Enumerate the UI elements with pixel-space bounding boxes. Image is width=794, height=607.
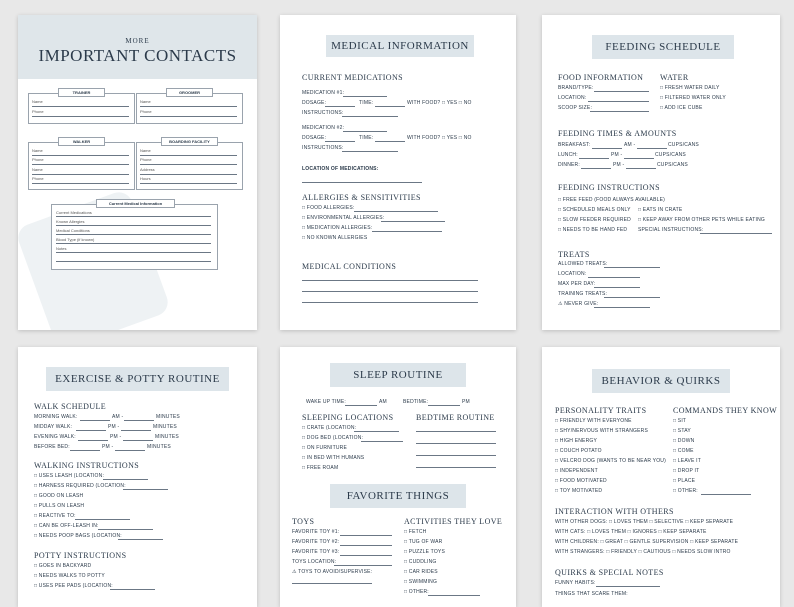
treats-heading: TREATS: [558, 250, 590, 259]
walker-name-2: Name: [32, 167, 43, 172]
walking-harness: □ HARNESS REQUIRED (LOCATION:: [34, 483, 126, 489]
time2-label: TIME:: [359, 135, 374, 141]
boarding-phone: Phone: [140, 157, 152, 162]
food-location: LOCATION:: [558, 95, 587, 101]
wake-label: WAKE UP TIME:: [306, 399, 347, 405]
morning-walk-label: MORNING WALK:: [34, 414, 78, 420]
walker-name-1: Name: [32, 148, 43, 153]
feeding-times-heading: FEEDING TIMES & AMOUNTS: [558, 129, 677, 138]
groomer-name-label: Name: [140, 99, 151, 104]
food-info-heading: FOOD INFORMATION: [558, 73, 644, 82]
instr-crate: □ EATS IN CRATE: [638, 207, 683, 213]
allergy-none: □ NO KNOWN ALLERGIES: [302, 235, 368, 241]
instr2-label: INSTRUCTIONS:: [302, 145, 344, 151]
allergy-environmental: □ ENVIRONMENTAL ALLERGIES:: [302, 215, 385, 221]
bed-label: BEDTIME:: [403, 399, 429, 405]
breakfast-amount: CUPS/CANS: [668, 142, 699, 148]
treats-allowed: ALLOWED TREATS:: [558, 261, 608, 267]
toy-2: FAVORITE TOY #2:: [292, 539, 340, 545]
sleep-locations-heading: SLEEPING LOCATIONS: [302, 413, 394, 422]
breakfast-unit: AM -: [624, 142, 636, 148]
instr-free-feed: □ FREE FEED (FOOD ALWAYS AVAILABLE): [558, 197, 665, 203]
trainer-name-label: Name: [32, 99, 43, 104]
toy-3: FAVORITE TOY #3:: [292, 549, 340, 555]
trait-high-energy: □ HIGH ENERGY: [555, 438, 598, 444]
water-fresh: □ FRESH WATER DAILY: [660, 85, 720, 91]
dosage2-label: DOSAGE:: [302, 135, 327, 141]
trait-independent: □ INDEPENDENT: [555, 468, 598, 474]
instr-slow-feeder: □ SLOW FEEDER REQUIRED: [558, 217, 631, 223]
boarding-tab: BOARDING FACILITY: [161, 137, 218, 146]
walking-reactive: □ REACTIVE TO:: [34, 513, 76, 519]
medical-field-meds: Current Medications: [56, 210, 92, 215]
walking-heading: WALKING INSTRUCTIONS: [34, 461, 140, 470]
bedtime-routine-heading: BEDTIME ROUTINE: [416, 413, 495, 422]
current-meds-heading: CURRENT MEDICATIONS: [302, 73, 404, 82]
trait-food-motivated: □ FOOD MOTIVATED: [555, 478, 607, 484]
personality-heading: PERSONALITY TRAITS: [555, 406, 647, 415]
allergy-food: □ FOOD ALLERGIES:: [302, 205, 355, 211]
medical-field-blood: Blood Type (if known): [56, 237, 95, 242]
walking-pulls: □ PULLS ON LEASH: [34, 503, 85, 509]
quirk-scare: THINGS THAT SCARE THEM:: [555, 591, 628, 597]
dinner-unit: PM -: [613, 162, 625, 168]
morning-walk-unit: MINUTES: [156, 414, 180, 420]
trainer-phone-label: Phone: [32, 109, 44, 114]
potty-walks: □ NEEDS WALKS TO POTTY: [34, 573, 105, 579]
medical-title: MEDICAL INFORMATION: [326, 35, 474, 57]
allergy-medication: □ MEDICATION ALLERGIES:: [302, 225, 373, 231]
food-brand: BRAND/TYPE:: [558, 85, 594, 91]
treats-training: TRAINING TREATS:: [558, 291, 608, 297]
trait-velcro: □ VELCRO DOG (WANTS TO BE NEAR YOU): [555, 458, 666, 464]
activity-tug: □ TUG OF WAR: [404, 539, 443, 545]
medical-info-tab: Current Medical Information: [96, 199, 175, 208]
sleep-title: SLEEP ROUTINE: [330, 363, 466, 387]
interaction-cats: WITH CATS: □ LOVES THEM □ IGNORES □ KEEP SEPARATE: [555, 529, 707, 535]
morning-walk-ampm: AM -: [112, 414, 124, 420]
medical-field-conditions: Medical Conditions: [56, 228, 90, 233]
time1-label: TIME:: [359, 100, 374, 106]
command-place: □ PLACE: [673, 478, 696, 484]
interaction-children: WITH CHILDREN: □ GREAT □ GENTLE SUPERVISION □ KEEP SEPARATE: [555, 539, 739, 545]
exercise-page: [18, 347, 257, 607]
lunch-unit: PM -: [611, 152, 623, 158]
toy-1: FAVORITE TOY #1:: [292, 529, 340, 535]
command-come: □ COME: [673, 448, 694, 454]
interaction-heading: INTERACTION WITH OTHERS: [555, 507, 674, 516]
activity-swimming: □ SWIMMING: [404, 579, 438, 585]
midday-walk-ampm: PM -: [108, 424, 120, 430]
contacts-page: [18, 15, 257, 330]
treats-never: ⚠ NEVER GIVE:: [558, 301, 599, 307]
before-bed-label: BEFORE BED:: [34, 444, 70, 450]
dosage1-label: DOSAGE:: [302, 100, 327, 106]
behavior-title: BEHAVIOR & QUIRKS: [592, 369, 730, 393]
walker-phone-1: Phone: [32, 157, 44, 162]
command-sit: □ SIT: [673, 418, 687, 424]
midday-walk-unit: MINUTES: [153, 424, 177, 430]
instr-keep-away: □ KEEP AWAY FROM OTHER PETS WHILE EATING: [638, 217, 765, 223]
medical-field-allergies: Known Allergies: [56, 219, 85, 224]
activity-other: □ OTHER:: [404, 589, 429, 595]
command-leave-it: □ LEAVE IT: [673, 458, 701, 464]
medical-page: [280, 15, 516, 330]
interaction-strangers: WITH STRANGERS: □ FRIENDLY □ CAUTIOUS □ NEEDS SLOW INTRO: [555, 549, 731, 555]
groomer-phone-label: Phone: [140, 109, 152, 114]
allergies-heading: ALLERGIES & SENSITIVITIES: [302, 193, 421, 202]
groomer-box: [136, 93, 243, 124]
food2-label: WITH FOOD? □ YES □ NO: [407, 135, 472, 141]
potty-pee-pads: □ USES PEE PADS (LOCATION:: [34, 583, 113, 589]
sleep-dog-bed: □ DOG BED (LOCATION:: [302, 435, 364, 441]
dinner-amount: CUPS/CANS: [657, 162, 688, 168]
instr-special: SPECIAL INSTRUCTIONS:: [638, 227, 704, 233]
trait-friendly: □ FRIENDLY WITH EVERYONE: [555, 418, 632, 424]
feeding-title: FEEDING SCHEDULE: [592, 35, 734, 59]
water-heading: WATER: [660, 73, 689, 82]
boarding-address: Address: [140, 167, 155, 172]
breakfast-label: BREAKFAST:: [558, 142, 591, 148]
before-bed-unit: MINUTES: [147, 444, 171, 450]
instr1-label: INSTRUCTIONS:: [302, 110, 344, 116]
midday-walk-label: MIDDAY WALK:: [34, 424, 73, 430]
walking-poop-bags: □ NEEDS POOP BAGS (LOCATION:: [34, 533, 122, 539]
walker-phone-2: Phone: [32, 176, 44, 181]
instr-hand-fed: □ NEEDS TO BE HAND FED: [558, 227, 628, 233]
activity-cuddling: □ CUDDLING: [404, 559, 437, 565]
potty-heading: POTTY INSTRUCTIONS: [34, 551, 127, 560]
trait-shy: □ SHY/NERVOUS WITH STRANGERS: [555, 428, 648, 434]
boarding-name: Name: [140, 148, 151, 153]
bed-unit: PM: [462, 399, 470, 405]
evening-walk-ampm: PM -: [110, 434, 122, 440]
interaction-dogs: WITH OTHER DOGS: □ LOVES THEM □ SELECTIVE □ KEEP SEPARATE: [555, 519, 734, 525]
food-scoop: SCOOP SIZE:: [558, 105, 593, 111]
med1-label: MEDICATION #1:: [302, 90, 345, 96]
activity-car-rides: □ CAR RIDES: [404, 569, 438, 575]
sleep-crate: □ CRATE (LOCATION:: [302, 425, 357, 431]
toys-location: TOYS LOCATION:: [292, 559, 337, 565]
evening-walk-label: EVENING WALK:: [34, 434, 76, 440]
trainer-box: [28, 93, 135, 124]
trait-toy-motivated: □ TOY MOTIVATED: [555, 488, 603, 494]
walking-off-leash: □ CAN BE OFF-LEASH IN:: [34, 523, 99, 529]
feeding-instructions-heading: FEEDING INSTRUCTIONS: [558, 183, 660, 192]
water-filtered: □ FILTERED WATER ONLY: [660, 95, 726, 101]
treats-location: LOCATION:: [558, 271, 587, 277]
favorite-things-title: FAVORITE THINGS: [330, 484, 466, 508]
toys-heading: TOYS: [292, 517, 315, 526]
wake-unit: AM: [379, 399, 387, 405]
lunch-label: LUNCH:: [558, 152, 578, 158]
command-stay: □ STAY: [673, 428, 691, 434]
command-other: □ OTHER:: [673, 488, 698, 494]
walking-leash: □ USES LEASH (LOCATION:: [34, 473, 105, 479]
evening-walk-unit: MINUTES: [155, 434, 179, 440]
sleep-page: [280, 347, 516, 607]
activity-fetch: □ FETCH: [404, 529, 427, 535]
before-bed-ampm: PM -: [102, 444, 114, 450]
potty-backyard: □ GOES IN BACKYARD: [34, 563, 92, 569]
walker-tab: WALKER: [58, 137, 105, 146]
quirks-heading: QUIRKS & SPECIAL NOTES: [555, 568, 664, 577]
dinner-label: DINNER:: [558, 162, 580, 168]
groomer-tab: GROOMER: [166, 88, 213, 97]
activity-puzzle: □ PUZZLE TOYS: [404, 549, 446, 555]
conditions-heading: MEDICAL CONDITIONS: [302, 262, 397, 271]
instr-scheduled: □ SCHEDULED MEALS ONLY: [558, 207, 631, 213]
med-location-label: LOCATION OF MEDICATIONS:: [302, 166, 379, 172]
quirk-funny-habits: FUNNY HABITS:: [555, 580, 596, 586]
trainer-tab: TRAINER: [58, 88, 105, 97]
sleep-furniture: □ ON FURNITURE: [302, 445, 347, 451]
boarding-hours: Hours: [140, 176, 151, 181]
activities-heading: ACTIVITIES THEY LOVE: [404, 517, 503, 526]
walking-good: □ GOOD ON LEASH: [34, 493, 84, 499]
feeding-page: [542, 15, 780, 330]
med2-label: MEDICATION #2:: [302, 125, 345, 131]
contacts-title: IMPORTANT CONTACTS: [38, 46, 237, 65]
walk-heading: WALK SCHEDULE: [34, 402, 107, 411]
exercise-title: EXERCISE & POTTY ROUTINE: [46, 367, 229, 391]
water-ice: □ ADD ICE CUBE: [660, 105, 703, 111]
trait-couch-potato: □ COUCH POTATO: [555, 448, 602, 454]
commands-heading: COMMANDS THEY KNOW: [673, 406, 778, 415]
contacts-kicker: MORE: [125, 37, 150, 45]
sleep-with-humans: □ IN BED WITH HUMANS: [302, 455, 365, 461]
treats-max: MAX PER DAY:: [558, 281, 596, 287]
behavior-page: [542, 347, 780, 607]
food1-label: WITH FOOD? □ YES □ NO: [407, 100, 472, 106]
sleep-free-roam: □ FREE ROAM: [302, 465, 339, 471]
command-drop-it: □ DROP IT: [673, 468, 700, 474]
lunch-amount: CUPS/CANS: [655, 152, 686, 158]
command-down: □ DOWN: [673, 438, 695, 444]
toys-avoid: ⚠ TOYS TO AVOID/SUPERVISE:: [292, 569, 373, 575]
medical-field-notes: Notes: [56, 246, 67, 251]
